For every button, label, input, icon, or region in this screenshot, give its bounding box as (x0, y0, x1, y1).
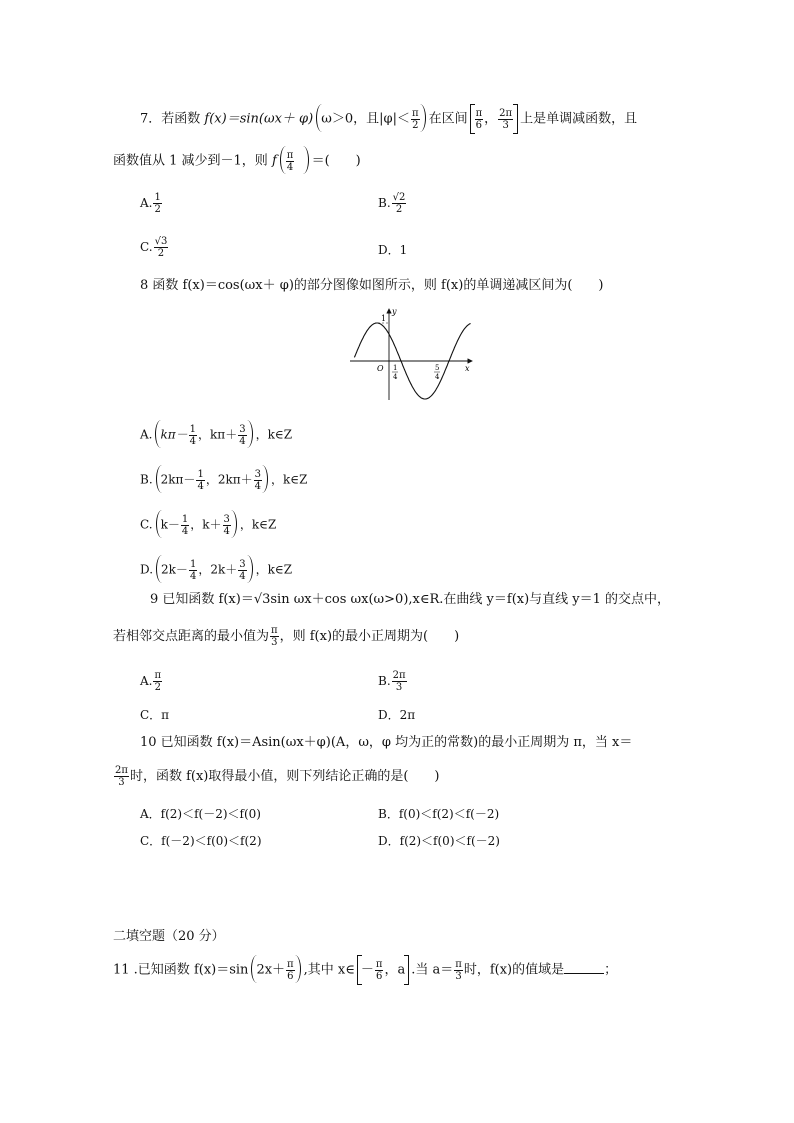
q10-line2 (113, 765, 440, 788)
q10-option-a: A．f(2)＜f(－2)＜f(0) (140, 807, 261, 821)
denominator: 3 (118, 777, 125, 788)
q9-text-end: ，则 f(x)的最小正周期为( ) (279, 629, 460, 644)
q10-option-c: C．f(－2)＜f(0)＜f(2) (140, 834, 262, 848)
numerator: 1 (181, 513, 189, 525)
denominator: 6 (375, 970, 383, 982)
fraction (189, 559, 197, 582)
q11-expr: .当 a＝ (411, 962, 454, 978)
numerator: 1 (189, 423, 197, 435)
left-bracket (355, 955, 361, 985)
answer-blank[interactable] (564, 961, 604, 974)
q9-text: 若相邻交点距离的最小值为 (113, 629, 270, 644)
expr: ，kπ＋ (198, 427, 238, 442)
fraction (254, 469, 262, 492)
q11-expr: ，a (384, 962, 406, 978)
origin-label: O (377, 364, 384, 373)
one-label: 1 (381, 314, 387, 323)
q10-option-b: B．f(0)＜f(2)＜f(－2) (378, 807, 500, 821)
left-bracket (468, 104, 474, 134)
fraction (153, 670, 162, 693)
q7-line2 (113, 146, 361, 176)
denominator: 4 (181, 525, 189, 537)
fraction (392, 670, 407, 693)
numerator: π (375, 958, 383, 970)
q10-line1: 10 已知函数 f(x)＝Asin(ωx＋φ)(A，ω，φ 均为正的常数)的最小正周期为 π，当 x＝ (140, 735, 633, 750)
denominator: 3 (271, 637, 278, 648)
numerator: √3 (154, 236, 168, 247)
left-paren (248, 955, 256, 985)
denominator: 6 (475, 119, 483, 131)
q8-cosine-graph (348, 306, 478, 400)
q7-option-a (140, 192, 163, 215)
tick-quarter-num: 1 (393, 364, 398, 372)
right-paren (421, 104, 429, 134)
numerator: 3 (254, 468, 261, 480)
denominator: 4 (286, 161, 294, 173)
denominator: 4 (239, 435, 246, 447)
denominator: 2 (154, 682, 161, 693)
minus-sign: － (360, 962, 374, 978)
denominator: 2 (157, 248, 165, 259)
left-paren (277, 146, 285, 176)
fraction (454, 959, 463, 982)
option-label: B. (378, 674, 391, 688)
expr: kπ－ (160, 427, 188, 442)
fraction (270, 625, 279, 648)
right-paren (296, 955, 304, 985)
numerator: 1 (189, 558, 197, 570)
q10-text: 时，函数 f(x)取得最小值，则下列结论正确的是( ) (129, 769, 440, 784)
denominator: 2 (395, 204, 403, 215)
option-label: A. (140, 196, 153, 210)
denominator: 4 (197, 480, 204, 492)
expr: ，k∈Z (270, 472, 308, 487)
q8-option-d (140, 555, 292, 585)
q8-line: 8 函数 f(x)＝cos(ωx＋ φ)的部分图像如图所示，则 f(x)的单调递减区间为( ) (140, 278, 604, 293)
fraction (286, 150, 295, 173)
q7-interval-label: 在区间 (428, 111, 468, 127)
numerator: π (411, 107, 419, 119)
tick-quarter-den: 4 (393, 373, 398, 381)
numerator: π (154, 670, 162, 681)
q11-text: 11 .已知函数 f(x)＝sin (113, 962, 249, 978)
numerator: π (271, 625, 278, 636)
numerator: 1 (197, 468, 204, 480)
right-paren (248, 555, 256, 585)
denominator: 3 (455, 970, 462, 982)
numerator: 2π (499, 107, 513, 119)
q7-option-d: D．1 (378, 243, 408, 257)
fraction (286, 959, 295, 982)
q9-option-d: D．2π (378, 708, 416, 722)
q10-option-d: D．f(2)＜f(0)＜f(－2) (378, 834, 500, 848)
right-paren (248, 420, 256, 450)
fraction (392, 192, 407, 215)
numerator: 3 (223, 513, 230, 525)
q9-line2 (113, 625, 459, 648)
fraction (238, 424, 246, 447)
y-axis-label: y (392, 307, 397, 316)
section-heading: 二填空题（20 分） (113, 929, 225, 944)
numerator: π (475, 107, 483, 119)
q7-text: 函数值从 1 减少到－1，则 (113, 153, 268, 169)
right-paren (304, 146, 312, 176)
fraction (475, 108, 484, 131)
numerator: √2 (392, 192, 406, 203)
option-label: C. (140, 240, 153, 254)
left-paren (153, 510, 161, 540)
denominator: 4 (223, 525, 230, 537)
q7-function: f(x)＝sin(ωx＋ φ) (204, 111, 314, 127)
option-label: B. (378, 196, 391, 210)
q8-option-b (140, 465, 307, 495)
right-bracket (405, 955, 411, 985)
tick-five-quarter-num: 5 (435, 364, 440, 372)
fraction (238, 559, 246, 582)
q9-option-c: C．π (140, 708, 170, 722)
numerator: 3 (239, 558, 246, 570)
option-label: A. (140, 427, 153, 442)
q7-line1: 7．若函数 f(x)＝sin(ωx＋ φ) ω＞0，且|φ|＜ $\frac{\pi}{2}$ 在区间 $\frac{\pi}{6}$ ， $\frac{2\pi}{3}$ 上是单调减函数，且 (140, 104, 637, 134)
numerator: π (286, 149, 294, 161)
q7-answer-paren: ＝( ) (311, 153, 361, 169)
expr: ，k∈Z (255, 427, 293, 442)
fraction (223, 514, 231, 537)
expr: 2kπ－ (160, 472, 196, 487)
fraction (153, 192, 161, 215)
q11-line (113, 955, 617, 985)
denominator: 4 (239, 570, 246, 582)
numerator: 1 (154, 192, 161, 203)
x-axis-label: x (465, 364, 470, 373)
expr: ，2kπ＋ (205, 472, 253, 487)
expr: ，k∈Z (239, 517, 277, 532)
left-paren (153, 555, 161, 585)
expr: ，2k＋ (198, 562, 238, 577)
q8-option-c (140, 510, 276, 540)
expr: 2k－ (161, 562, 188, 577)
right-paren (232, 510, 240, 540)
option-label: B. (140, 472, 153, 487)
denominator: 3 (395, 682, 403, 693)
q9-option-b (378, 670, 408, 693)
q11-domain: ,其中 x∈ (303, 962, 355, 978)
option-label: A. (140, 674, 153, 688)
right-paren (263, 465, 271, 495)
left-paren (313, 104, 321, 134)
fraction (196, 469, 204, 492)
numerator: π (455, 958, 462, 970)
denominator: 2 (412, 119, 419, 131)
option-label: C. (140, 517, 153, 532)
fraction (411, 108, 420, 131)
q7-option-c (140, 236, 169, 259)
q11-expr: 2x＋ (256, 962, 286, 978)
fraction (114, 765, 129, 788)
fraction (189, 424, 197, 447)
fraction (181, 514, 189, 537)
q9-option-a (140, 670, 163, 693)
option-label: D. (140, 562, 154, 577)
denominator: 3 (502, 119, 509, 131)
q7-condition2: |φ|＜ (379, 111, 410, 127)
numerator: 2π (115, 765, 128, 776)
q7-number: 7．若函数 (140, 111, 201, 127)
fraction (498, 108, 513, 131)
denominator: 4 (254, 480, 261, 492)
left-paren (153, 465, 161, 495)
fraction (154, 236, 169, 259)
fraction (375, 959, 384, 982)
q7-f: f (271, 153, 277, 169)
q7-option-b (378, 192, 407, 215)
numerator: 3 (239, 423, 246, 435)
denominator: 4 (189, 570, 197, 582)
numerator: 2π (392, 670, 406, 681)
denominator: 6 (287, 970, 294, 982)
left-paren (152, 420, 160, 450)
right-bracket (514, 104, 520, 134)
expr: ，k＋ (190, 517, 222, 532)
expr: k－ (160, 517, 180, 532)
expr: ，k∈Z (255, 562, 293, 577)
denominator: 4 (189, 435, 197, 447)
q7-text-end: 上是单调减函数，且 (520, 111, 638, 127)
tick-five-quarter-den: 4 (435, 373, 440, 381)
q9-line1: 9 已知函数 f(x)＝√3sin ωx＋cos ωx(ω>0),x∈R.在曲线 y＝f(x)与直线 y＝1 的交点中， (150, 592, 671, 607)
numerator: π (287, 958, 294, 970)
denominator: 2 (154, 204, 161, 215)
q8-option-a (140, 420, 292, 450)
q11-expr: 时，f(x)的值域是 (463, 962, 565, 978)
q11-end: ； (604, 962, 618, 978)
q7-condition1: ω＞0，且 (321, 111, 380, 127)
